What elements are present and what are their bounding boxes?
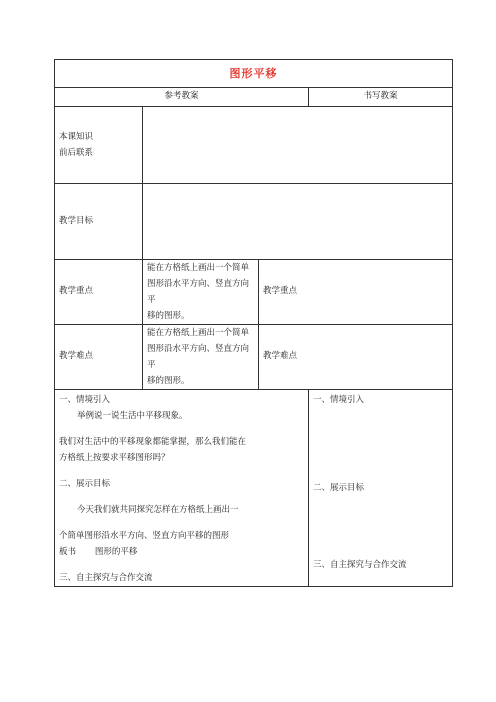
written-plan-header: 书写教案 (309, 88, 453, 107)
paragraph: 我们对生活中的平移现象都能掌握，那么我们能在 (59, 437, 247, 447)
section-heading: 三、自主探究与合作交流 (59, 573, 153, 583)
goal-row (55, 184, 453, 260)
paragraph: 举例说一说生活中平移现象。 (77, 411, 188, 421)
process-notes (309, 390, 453, 587)
section-heading: 二、展示目标 (313, 483, 365, 493)
key-point-row (55, 260, 453, 325)
key-point-label: 教学重点 (55, 260, 143, 325)
difficulty-note: 教学难点 (259, 325, 453, 390)
goal-content (143, 184, 453, 260)
header-row (55, 88, 453, 107)
difficulty-row (55, 325, 453, 390)
process-row (55, 390, 453, 587)
reference-plan-header: 参考教案 (55, 88, 309, 107)
knowledge-content (143, 107, 453, 184)
section-heading: 一、情境引入 (313, 395, 365, 405)
paragraph: 今天我们就共同探究怎样在方格纸上画出一 (77, 505, 239, 515)
difficulty-label: 教学难点 (55, 325, 143, 390)
board-line: 板书 图形的平移 (59, 547, 138, 557)
goal-label: 教学目标 (55, 184, 143, 260)
paragraph: 个简单图形沿水平方向、竖直方向平移的图形 (59, 531, 230, 541)
page-title: 图形平移 (55, 60, 453, 88)
section-heading: 一、情境引入 (59, 395, 111, 405)
section-heading: 三、自主探究与合作交流 (313, 560, 407, 570)
difficulty-content: 能在方格纸上画出一个简单 图形沿水平方向、竖直方向平 移的图形。 (143, 325, 259, 390)
paragraph: 方格纸上按要求平移图形吗？ (59, 453, 170, 463)
key-point-note: 教学重点 (259, 260, 453, 325)
key-point-content: 能在方格纸上画出一个简单 图形沿水平方向、竖直方向平 移的图形。 (143, 260, 259, 325)
title-row (55, 60, 453, 88)
lesson-plan-table (54, 59, 453, 587)
knowledge-row (55, 107, 453, 184)
section-heading: 二、展示目标 (59, 479, 111, 489)
process-reference (55, 390, 309, 587)
knowledge-label: 本课知识 前后联系 (55, 107, 143, 184)
